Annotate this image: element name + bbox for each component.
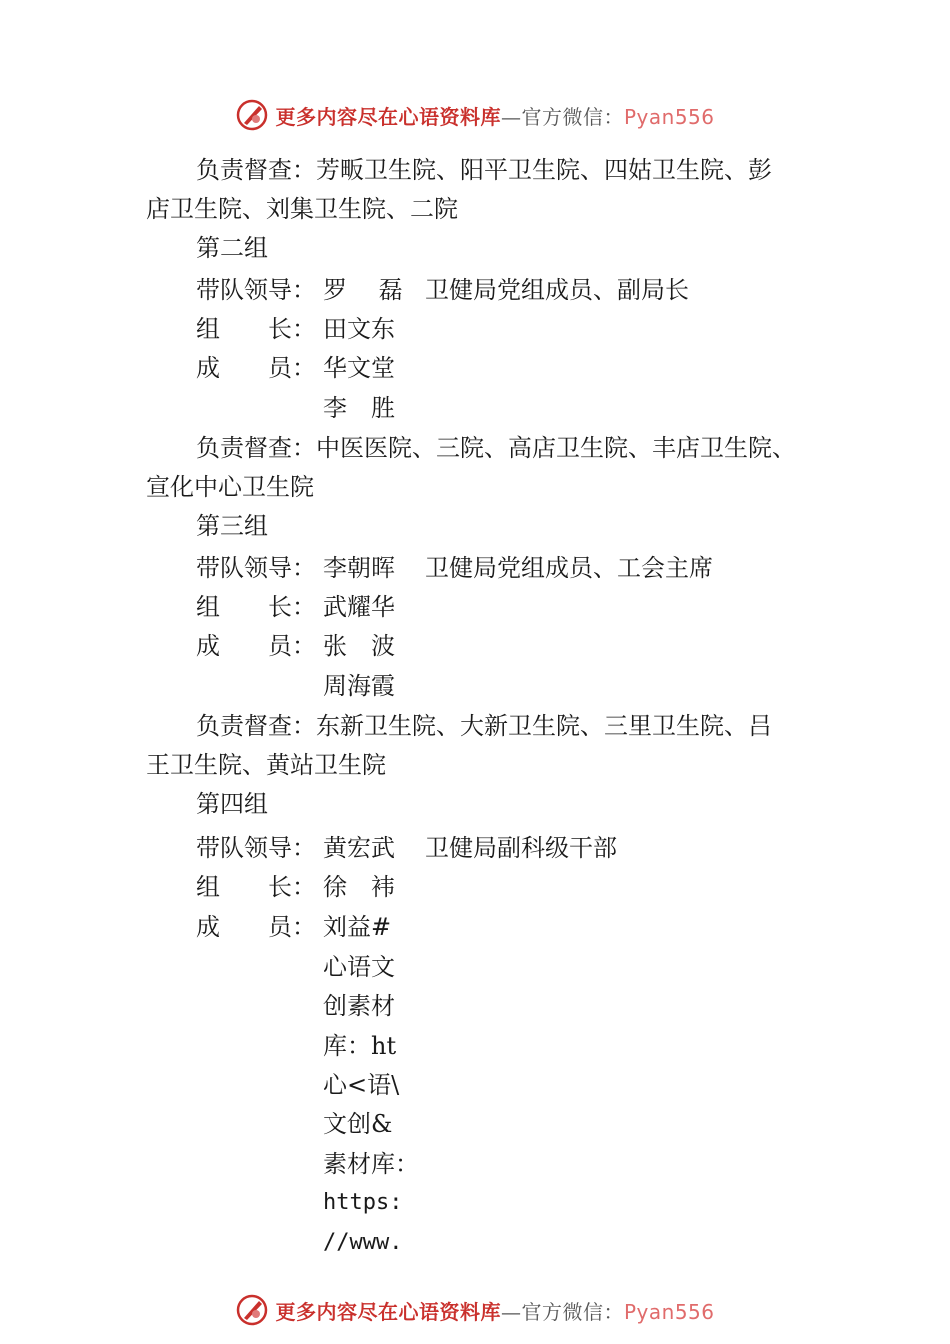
g2-head-label: 组 长： [196,315,316,343]
g4-leader-label: 带队领导： [196,834,316,862]
g3-member-label: 成 员： [196,632,316,660]
banner-text: 更多内容尽在心语资料库—官方微信：Pyan556 [275,1299,715,1324]
watermark-banner-top [0,95,950,135]
g3-member: 张 波 [323,632,395,660]
g4-wrap-line: 文创& [323,1110,393,1138]
g2-member: 李 胜 [323,394,395,422]
g4-wrap-line: 创素材 [323,992,395,1020]
g3-member: 周海霞 [323,672,395,700]
g2-head-name: 田文东 [323,315,395,343]
group-2-title: 第二组 [196,234,268,262]
g3-leader-name: 李朝晖 [323,554,395,582]
g2-leader-name: 罗 磊 [323,276,403,304]
duty-line: 负责督查：芳畈卫生院、阳平卫生院、四姑卫生院、彭 [196,156,772,184]
g3-duty: 负责督查：东新卫生院、大新卫生院、三里卫生院、吕 [196,712,772,740]
duty-line-cont: 店卫生院、刘集卫生院、二院 [146,195,458,223]
g3-head-name: 武耀华 [323,593,395,621]
pen-logo-icon [235,1293,269,1327]
g2-member: 华文堂 [323,354,395,382]
g4-leader-name: 黄宏武 [323,834,395,862]
g4-wrap-line: 库：ht [323,1032,397,1060]
g2-duty-cont: 宣化中心卫生院 [146,473,314,501]
g3-head-label: 组 长： [196,593,316,621]
g4-wrap-line: 心<语\ [323,1071,400,1099]
g4-head-label: 组 长： [196,873,316,901]
banner-text: 更多内容尽在心语资料库—官方微信：Pyan556 [275,104,715,129]
g4-wrap-line: https: [323,1190,403,1215]
g2-leader-label: 带队领导： [196,276,316,304]
g4-member: 刘益# [323,913,392,941]
g3-leader-label: 带队领导： [196,554,316,582]
watermark-banner-bottom [0,1290,950,1330]
g4-member-label: 成 员： [196,913,316,941]
g2-leader-role: 卫健局党组成员、副局长 [425,276,689,304]
g2-duty: 负责督查：中医医院、三院、高店卫生院、丰店卫生院、 [196,434,796,462]
g4-head-name: 徐 袆 [323,873,395,901]
g4-wrap-line: //www. [323,1230,403,1255]
g3-leader-role: 卫健局党组成员、工会主席 [425,554,713,582]
g3-duty-cont: 王卫生院、黄站卫生院 [146,751,386,779]
g4-wrap-line: 心语文 [323,953,395,981]
group-4-title: 第四组 [196,790,268,818]
g4-leader-role: 卫健局副科级干部 [425,834,617,862]
g4-wrap-line: 素材库： [323,1150,419,1178]
g2-member-label: 成 员： [196,354,316,382]
group-3-title: 第三组 [196,512,268,540]
pen-logo-icon [235,98,269,132]
